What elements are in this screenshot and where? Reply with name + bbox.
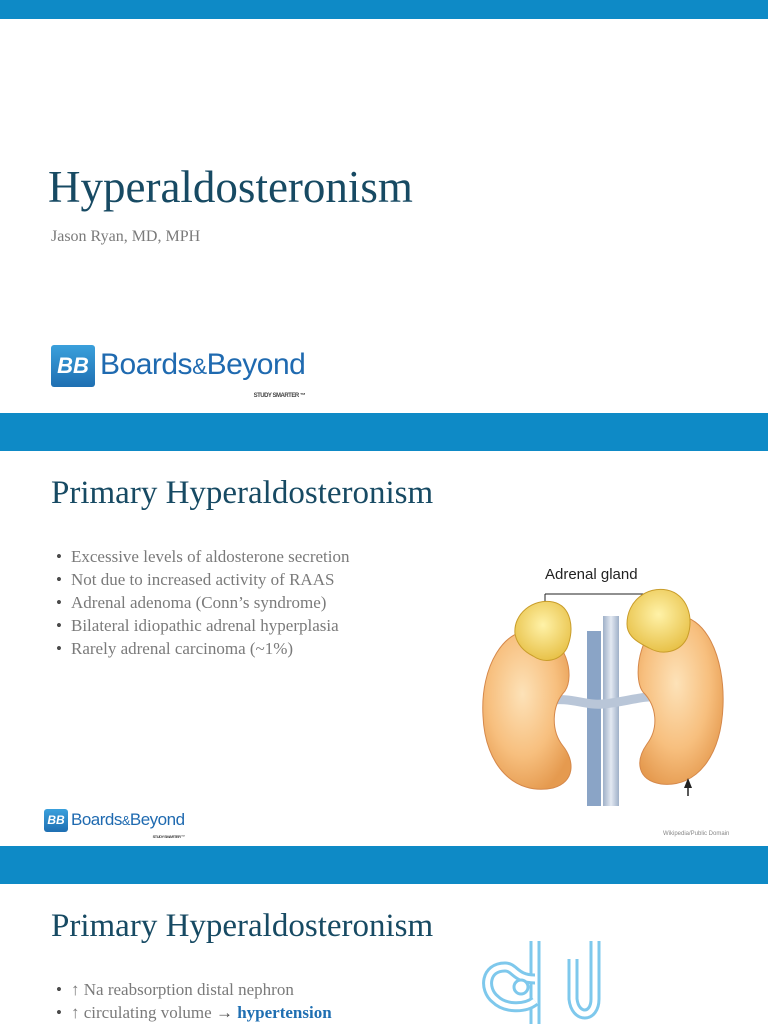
author-name: Jason Ryan, MD, MPH [51, 228, 201, 245]
arrow-icon: → [215, 1003, 233, 1022]
highlight-hypertension: hypertension [237, 1003, 332, 1022]
aorta [603, 616, 619, 806]
list-item: • ↑ circulating volume → hypertension [56, 1001, 332, 1024]
image-credit: Wikipedia/Public Domain [663, 831, 730, 837]
bb-logo-mark: BB [44, 809, 68, 832]
slide-primary-overview [0, 451, 768, 846]
boards-beyond-logo-small [44, 808, 185, 839]
bullet-list [56, 545, 350, 660]
logo-wordmark: Boards&Beyond STUDY SMARTER ™ [71, 811, 185, 830]
figure-label: Adrenal gland [545, 566, 638, 583]
slide-title: Primary Hyperaldosteronism [51, 908, 434, 944]
slide-title: Primary Hyperaldosteronism [51, 475, 434, 511]
nephron-diagram [475, 939, 625, 1024]
page-title: Hyperaldosteronism [48, 162, 413, 212]
separator-band-2 [0, 846, 768, 884]
list-item: • Excessive levels of aldosterone secretion [56, 545, 350, 568]
logo-tagline: STUDY SMARTER ™ [253, 393, 306, 399]
glomerulus [514, 980, 528, 994]
slide-primary-effects [0, 884, 768, 1024]
right-adrenal-gland [627, 589, 690, 652]
list-item: • Bilateral idiopathic adrenal hyperplasia [56, 614, 350, 637]
separator-band-1 [0, 413, 768, 451]
list-item: • Rarely adrenal carcinoma (~1%) [56, 637, 350, 660]
bullet-list [56, 978, 332, 1024]
vena-cava [587, 631, 601, 806]
bb-logo-mark: BB [51, 345, 95, 387]
list-item: • Adrenal adenoma (Conn’s syndrome) [56, 591, 350, 614]
loop-of-henle [573, 941, 595, 1014]
list-item: • ↑ Na reabsorption distal nephron [56, 978, 332, 1001]
adrenal-gland-diagram [475, 556, 735, 806]
logo-tagline: STUDY SMARTER ™ [152, 833, 185, 839]
top-band [0, 0, 768, 19]
boards-beyond-logo [51, 345, 306, 399]
slide-title [0, 19, 768, 413]
list-item: • Not due to increased activity of RAAS [56, 568, 350, 591]
logo-wordmark: Boards&Beyond STUDY SMARTER ™ [100, 350, 305, 382]
